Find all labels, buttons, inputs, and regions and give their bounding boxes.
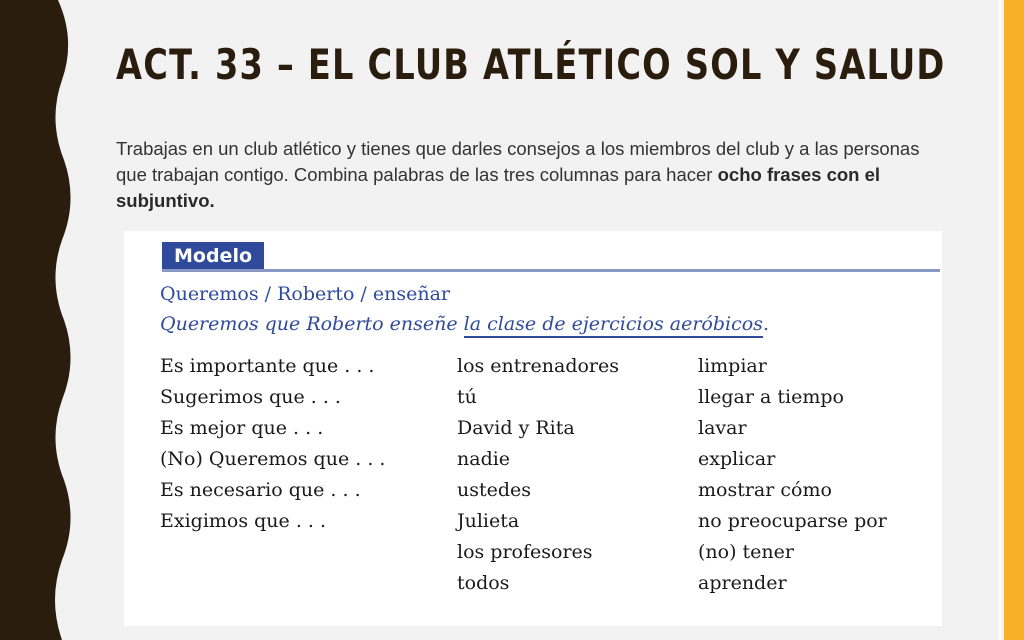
list-item: llegar a tiempo	[698, 386, 844, 408]
list-item: Julieta	[457, 510, 520, 532]
list-item: Es mejor que . . .	[160, 417, 324, 439]
list-item: Es necesario que . . .	[160, 479, 361, 501]
column-subjects	[457, 351, 619, 599]
list-item: Exigimos que . . .	[160, 510, 327, 532]
model-header	[162, 242, 940, 272]
list-item: explicar	[698, 448, 776, 470]
list-item: aprender	[698, 572, 787, 594]
wavy-side-bar	[0, 0, 80, 640]
list-item: mostrar cómo	[698, 479, 832, 501]
example-answer-start: Queremos que Roberto enseñe	[160, 313, 464, 335]
list-item: ustedes	[457, 479, 532, 501]
list-item: limpiar	[698, 355, 767, 377]
example-answer-period: .	[762, 313, 769, 335]
list-item: los profesores	[457, 541, 593, 563]
list-item: tú	[457, 386, 477, 408]
list-item: (no) tener	[698, 541, 794, 563]
model-rule	[162, 269, 940, 272]
list-item: (No) Queremos que . . .	[160, 448, 386, 470]
example-prompt: Queremos / Roberto / enseñar	[160, 283, 450, 305]
column-expressions	[160, 351, 385, 537]
list-item: Es importante que . . .	[160, 355, 375, 377]
example-answer	[160, 313, 769, 335]
list-item: nadie	[457, 448, 511, 470]
list-item: Sugerimos que . . .	[160, 386, 341, 408]
list-item: David y Rita	[457, 417, 575, 439]
slide-title: ACT. 33 – EL CLUB ATLÉTICO SOL Y SALUD	[116, 40, 946, 89]
example-answer-underlined: la clase de ejercicios aeróbicos	[464, 313, 763, 338]
list-item: todos	[457, 572, 510, 594]
model-tab: Modelo	[162, 242, 264, 270]
list-item: no preocuparse por	[698, 510, 887, 532]
accent-bar	[1004, 0, 1024, 640]
intro-bold-text: ocho frases con el subjuntivo.	[116, 164, 881, 211]
accent-divider	[999, 0, 1001, 640]
list-item: lavar	[698, 417, 747, 439]
intro-text: Trabajas en un club atlético y tienes que darles consejos a los miembros del club y a las personas que trabajan contigo. Combina palabras de las tres columnas para hacer	[116, 138, 920, 185]
list-item: los entrenadores	[457, 355, 619, 377]
column-verbs	[698, 351, 887, 599]
model-card	[124, 231, 942, 626]
intro-paragraph	[116, 136, 946, 214]
